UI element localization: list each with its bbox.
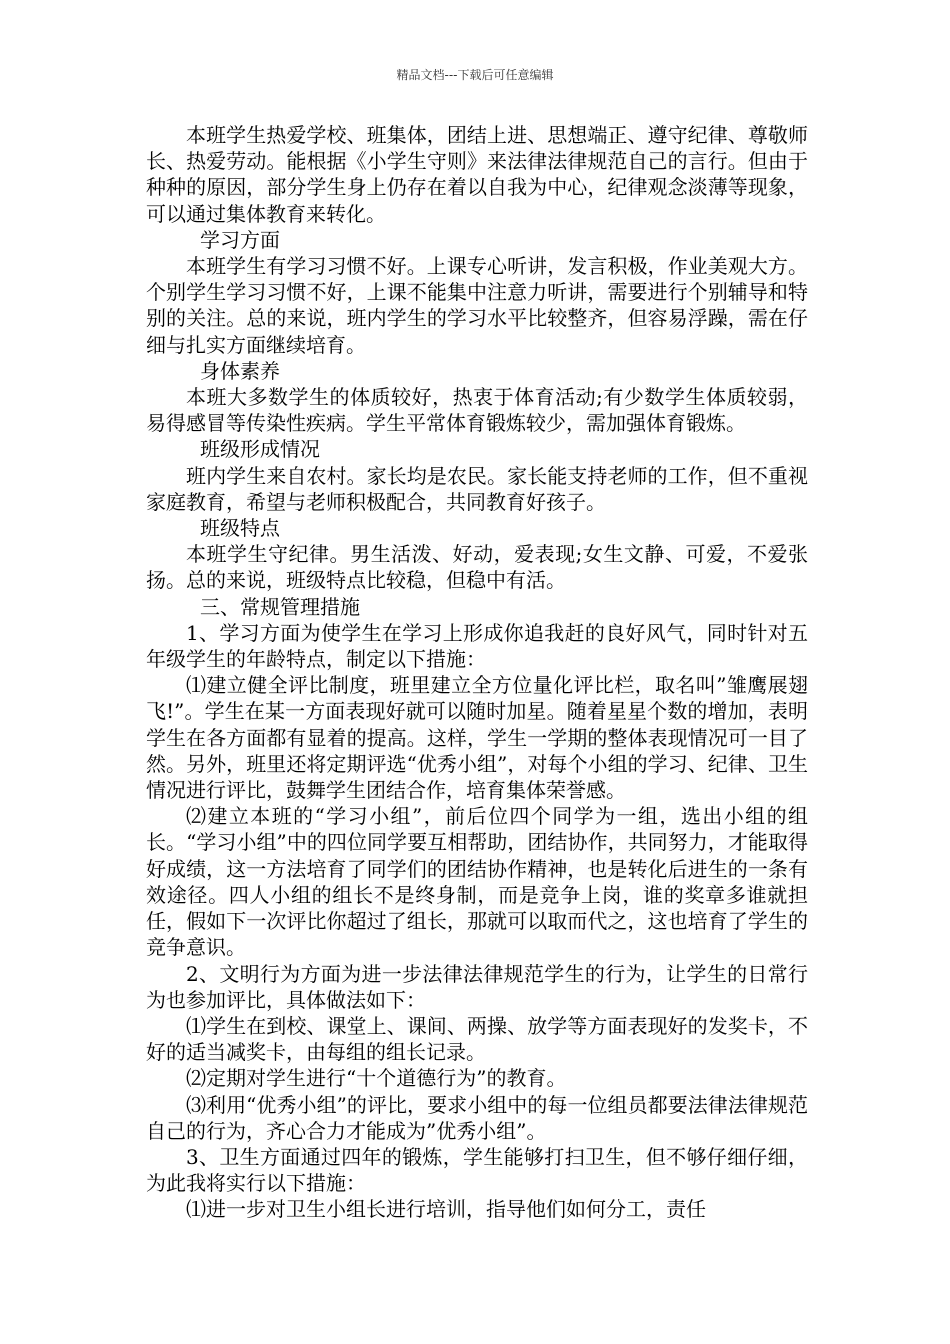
document-body	[146, 122, 808, 1223]
paragraph: 2、文明行为方面为进一步法律法律规范学生的行为，让学生的日常行为也参加评比，具体做法如下：	[146, 961, 808, 1012]
paragraph: ⑴进一步对卫生小组长进行培训，指导他们如何分工，责任	[186, 1197, 706, 1222]
section-heading: 班级形成情况	[200, 437, 320, 462]
paragraph: ⑴建立健全评比制度，班里建立全方位量化评比栏，取名叫”雏鹰展翅飞!”。学生在某一方面表现好就可以随时加星。随着星星个数的增加，表明学生在各方面都有显着的提高。这样，学生一学期的整体表现情况可一目了然。另外，班里还将定期评选“优秀小组”，对每个小组的学习、纪律、卫生情况进行评比，鼓舞学生团结合作，培育集体荣誉感。	[146, 673, 808, 803]
paragraph: ⑵建立本班的“学习小组”，前后位四个同学为一组，选出小组的组长。“学习小组”中的四位同学要互相帮助，团结协作，共同努力，才能取得好成绩，这一方法培育了同学们的团结协作精神，也是转化后进生的一条有效途径。四人小组的组长不是终身制，而是竞争上岗，谁的奖章多谁就担任，假如下一次评比你超过了组长，那就可以取而代之，这也培育了学生的竞争意识。	[146, 804, 808, 960]
paragraph: 本班学生热爱学校、班集体，团结上进、思想端正、遵守纪律、尊敬师长、热爱劳动。能根据《小学生守则》来法律法律规范自己的言行。但由于种种的原因，部分学生身上仍存在着以自我为中心，纪律观念淡薄等现象，可以通过集体教育来转化。	[146, 123, 808, 226]
paragraph: ⑵定期对学生进行“十个道德行为”的教育。	[186, 1066, 567, 1091]
page-header: 精品文档---下载后可任意编辑	[396, 68, 554, 82]
section-heading: 三、常规管理措施	[200, 594, 360, 619]
paragraph: 3、卫生方面通过四年的锻炼，学生能够打扫卫生，但不够仔细仔细，为此我将实行以下措施：	[146, 1144, 808, 1196]
section-heading: 班级特点	[200, 516, 280, 541]
paragraph: ⑴学生在到校、课堂上、课间、两操、放学等方面表现好的发奖卡，不好的适当减奖卡，由每组的组长记录。	[146, 1013, 808, 1065]
paragraph: 本班学生有学习习惯不好。上课专心听讲，发言积极，作业美观大方。个别学生学习习惯不好，上课不能集中注意力听讲，需要进行个别辅导和特别的关注。总的来说，班内学生的学习水平比较整齐，但容易浮躁，需在仔细与扎实方面继续培育。	[146, 254, 808, 357]
paragraph: 班内学生来自农村。家长均是农民。家长能支持老师的工作，但不重视家庭教育，希望与老师积极配合，共同教育好孩子。	[146, 463, 808, 514]
section-heading: 学习方面	[200, 227, 280, 252]
paragraph: ⑶利用“优秀小组”的评比，要求小组中的每一位组员都要法律法律规范自己的行为，齐心合力才能成为”优秀小组”。	[146, 1092, 808, 1143]
paragraph: 1、学习方面为使学生在学习上形成你追我赶的良好风气，同时针对五年级学生的年龄特点，制定以下措施：	[146, 620, 808, 672]
section-heading: 身体素养	[200, 358, 280, 383]
paragraph: 本班大多数学生的体质较好，热衷于体育活动;有少数学生体质较弱，易得感冒等传染性疾病。学生平常体育锻炼较少，需加强体育锻炼。	[146, 385, 808, 436]
paragraph: 本班学生守纪律。男生活泼、好动，爱表现;女生文静、可爱，不爱张扬。总的来说，班级特点比较稳，但稳中有活。	[146, 542, 808, 593]
